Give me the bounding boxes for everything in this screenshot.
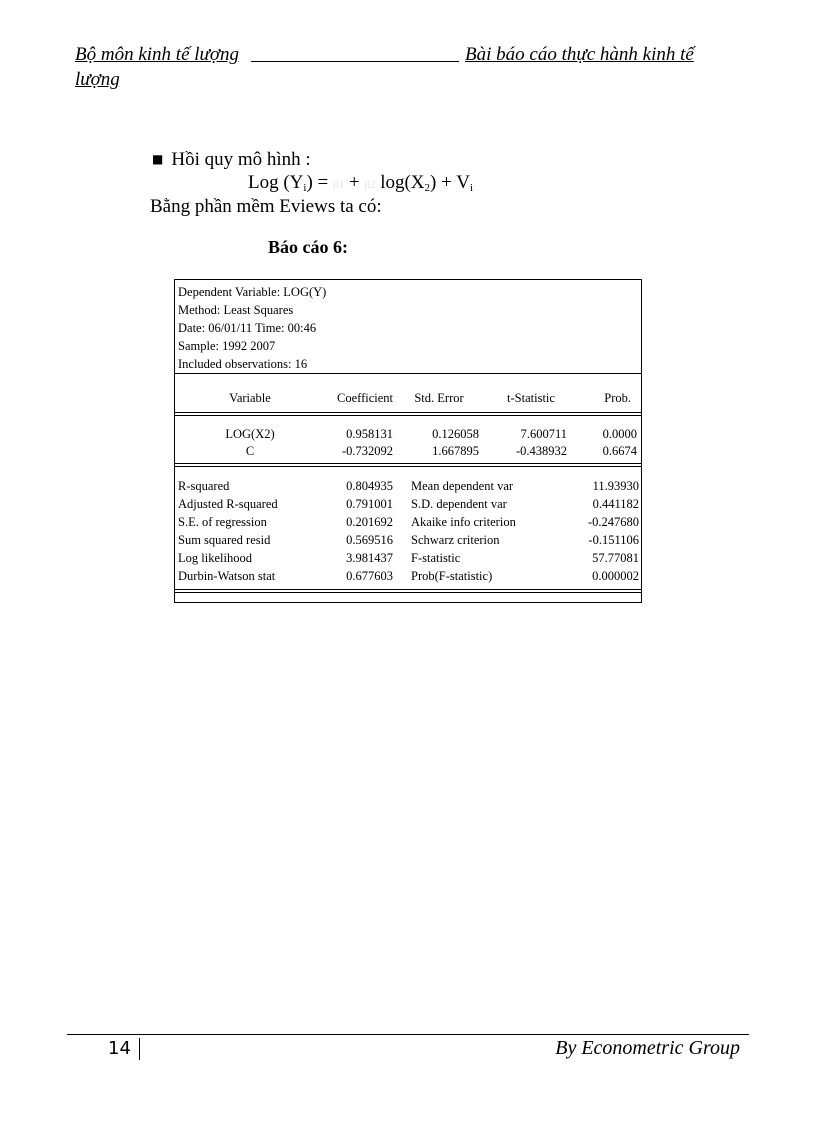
divider [175,373,641,374]
stat-label: F-statistic [411,551,461,565]
column-header-row [175,389,641,407]
eviews-output-table [174,279,642,603]
eviews-header-line: Sample: 1992 2007 [178,339,276,353]
double-divider [175,589,641,593]
column-header: t-Statistic [507,391,555,405]
column-header: Coefficient [337,391,393,405]
stats-row [175,513,641,531]
stat-value: 0.791001 [346,497,393,511]
stat-value: 0.677603 [346,569,393,583]
header-continuation: lượng [75,69,120,90]
double-divider [175,412,641,416]
eq-beta1-placeholder: β1 [333,179,345,191]
stat-value: 0.201692 [346,515,393,529]
column-header: Prob. [604,391,631,405]
stat-label: Akaike info criterion [411,515,516,529]
variable-cell: LOG(X2) [225,427,275,441]
stat-label: Adjusted R-squared [178,497,278,511]
report-title: Báo cáo 6: [268,237,348,257]
stat-value: 57.77081 [592,551,639,565]
eq-plus: + [348,172,360,193]
stat-label: Mean dependent var [411,479,514,493]
eq-lhs-close: ) = [306,172,329,193]
column-header: Std. Error [414,391,464,405]
eq-term-sub: 2 [424,182,431,194]
t-stat-cell: 7.600711 [520,427,567,441]
stat-label: R-squared [178,479,230,493]
footer-rule [67,1034,749,1035]
header-right-text: Bài báo cáo thực hành kinh tế [465,44,694,65]
stat-value: 0.569516 [346,533,393,547]
eviews-header-line: Method: Least Squares [178,303,294,317]
bullet-square-icon: ■ [152,152,164,166]
std-error-cell: 0.126058 [432,427,479,441]
eviews-header-line: Dependent Variable: LOG(Y) [178,285,327,299]
eviews-header-line: Date: 06/01/11 Time: 00:46 [178,321,317,335]
stat-value: 0.804935 [346,479,393,493]
stats-row [175,567,641,585]
stat-value: 0.441182 [592,497,639,511]
variable-cell: C [245,444,255,458]
stat-label: Log likelihood [178,551,252,565]
stat-label: Schwarz criterion [411,533,500,547]
header-underline-fill [251,61,459,62]
stat-label: S.E. of regression [178,515,267,529]
stat-label: S.D. dependent var [411,497,507,511]
coefficient-cell: -0.732092 [341,444,393,458]
footer-group: By Econometric Group [555,1037,740,1059]
eq-error-sub: i [469,182,474,194]
eq-term-tail: ) + V [430,172,470,193]
eq-beta2-placeholder: β2 [364,179,376,191]
t-stat-cell: -0.438932 [515,444,567,458]
stat-value: 3.981437 [346,551,393,565]
stat-label: Durbin-Watson stat [178,569,276,583]
stat-value: -0.151106 [588,533,639,547]
eviews-header-block [178,283,326,373]
std-error-cell: 1.667895 [432,444,479,458]
coefficient-cell: 0.958131 [346,427,393,441]
table-row [175,425,641,443]
stats-row [175,495,641,513]
stat-label: Prob(F-statistic) [411,569,493,583]
stats-row [175,549,641,567]
eq-lhs-sub: i [303,182,307,194]
stats-row [175,477,641,495]
page-number: 14 [108,1038,140,1060]
regression-equation [248,172,473,199]
header-left-text: Bộ môn kinh tế lượng [75,44,240,65]
column-header: Variable [229,391,271,405]
prob-cell: 0.6674 [602,444,637,458]
prob-cell: 0.0000 [602,427,637,441]
stat-value: 11.93930 [592,479,639,493]
table-row [175,442,641,460]
eviews-header-line: Included observations: 16 [178,357,308,371]
stat-value: -0.247680 [587,515,639,529]
eq-term: log(X [380,172,425,193]
intro-text: Bằng phần mềm Eviews ta có: [150,196,382,217]
bullet-item [152,148,311,172]
stat-value: 0.000002 [592,569,639,583]
bullet-text: Hồi quy mô hình : [171,149,311,170]
stats-row [175,531,641,549]
eq-lhs: Log (Y [248,172,304,193]
double-divider [175,463,641,467]
stat-label: Sum squared resid [178,533,271,547]
